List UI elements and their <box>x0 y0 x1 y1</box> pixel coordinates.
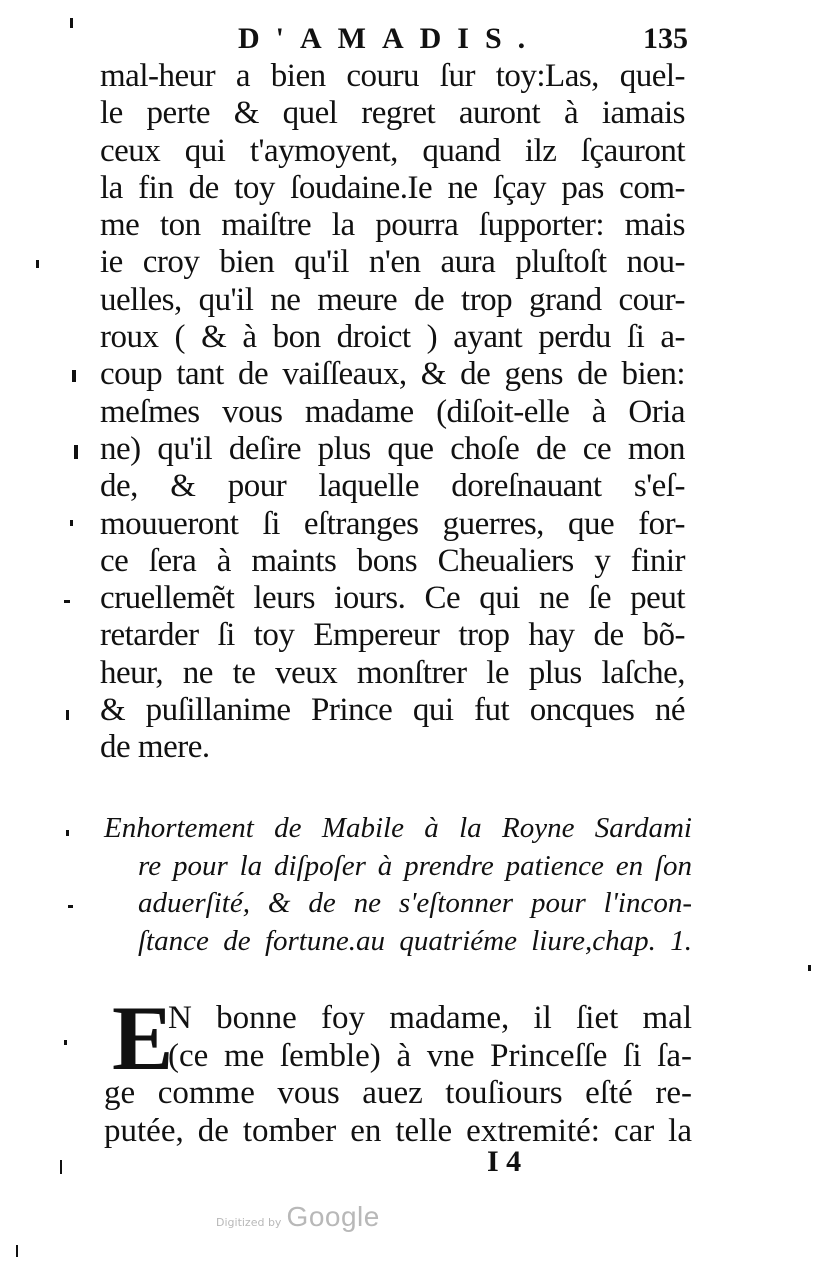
scan-speck <box>64 1040 67 1045</box>
scan-speck <box>66 830 69 836</box>
body-text <box>100 58 685 767</box>
scan-speck <box>70 520 73 526</box>
scan-speck <box>72 370 76 382</box>
heading-line: aduerſité, & de ne s'eſtonner pour l'incon- <box>138 887 692 919</box>
text-line: putée, de tomber en telle extremité: car la <box>104 1112 692 1149</box>
scan-speck <box>808 965 811 971</box>
text-line: mouueront ſi eſtranges guerres, que for- <box>100 505 685 542</box>
text-line: ceux qui t'aymoyent, quand ilz ſçauront <box>100 132 685 169</box>
text-line: de mere. <box>100 729 210 766</box>
text-line: le perte & quel regret auront à iamais <box>100 95 685 132</box>
scan-speck <box>16 1245 18 1257</box>
scan-speck <box>70 18 73 28</box>
heading-line: Enhortement de Mabile à la Royne Sardami <box>104 812 692 844</box>
heading-line: re pour la diſpoſer à prendre patience en ſon <box>138 849 692 882</box>
text-line: mal-heur a bien couru ſur toy:Las, quel- <box>100 58 685 94</box>
chapter-heading <box>104 810 692 960</box>
text-line: & puſillanime Prince qui fut oncques né <box>100 692 685 729</box>
watermark-brand: Google <box>286 1201 380 1232</box>
scan-speck <box>74 445 78 459</box>
scan-speck <box>64 600 70 603</box>
text-line: N bonne foy madame, il ſiet mal <box>168 1000 692 1036</box>
text-line: de, & pour laquelle doreſnauant s'eſ- <box>100 468 685 505</box>
running-title: D'AMADIS. <box>238 22 542 55</box>
watermark-prefix: Digitized by <box>216 1216 282 1229</box>
text-line: roux ( & à bon droict ) ayant perdu ſi a- <box>100 319 685 356</box>
text-line: uelles, qu'il ne meure de trop grand cour- <box>100 281 685 318</box>
text-line: (ce me ſemble) à vne Princeſſe ſi ſa- <box>168 1037 692 1074</box>
text-line: ne) qu'il deſire plus que choſe de ce mon <box>100 430 685 467</box>
text-line: la fin de toy ſoudaine.Ie ne ſçay pas com- <box>100 169 685 206</box>
text-line: retarder ſi toy Empereur trop hay de bõ- <box>100 617 685 654</box>
scan-speck <box>36 260 39 268</box>
page-header <box>238 22 688 62</box>
scan-speck <box>68 905 73 908</box>
text-line: heur, ne te veux monſtrer le plus laſche, <box>100 654 685 691</box>
text-line: ce ſera à maints bons Cheualiers y finir <box>100 542 685 579</box>
drop-cap: E <box>112 987 174 1089</box>
scan-speck <box>60 1160 62 1174</box>
page-number: 135 <box>643 22 688 55</box>
text-line: me ton maiſtre la pourra ſupporter: mais <box>100 207 685 244</box>
signature-mark: I 4 <box>487 1145 522 1178</box>
scan-speck <box>66 710 69 720</box>
digitized-watermark <box>216 1201 380 1233</box>
text-line: meſmes vous madame (diſoit-elle à Oria <box>100 393 685 430</box>
text-line: cruellemẽt leurs iours. Ce qui ne ſe peut <box>100 580 685 617</box>
chapter-text <box>104 987 692 1160</box>
heading-line: ſtance de fortune.au quatriéme liure,chap. 1. <box>138 924 692 957</box>
text-line: ie croy bien qu'il n'en aura pluſtoſt nou- <box>100 244 685 281</box>
text-line: ge comme vous auez touſiours eſté re- <box>104 1075 692 1111</box>
text-line: coup tant de vaiſſeaux, & de gens de bien: <box>100 356 685 393</box>
